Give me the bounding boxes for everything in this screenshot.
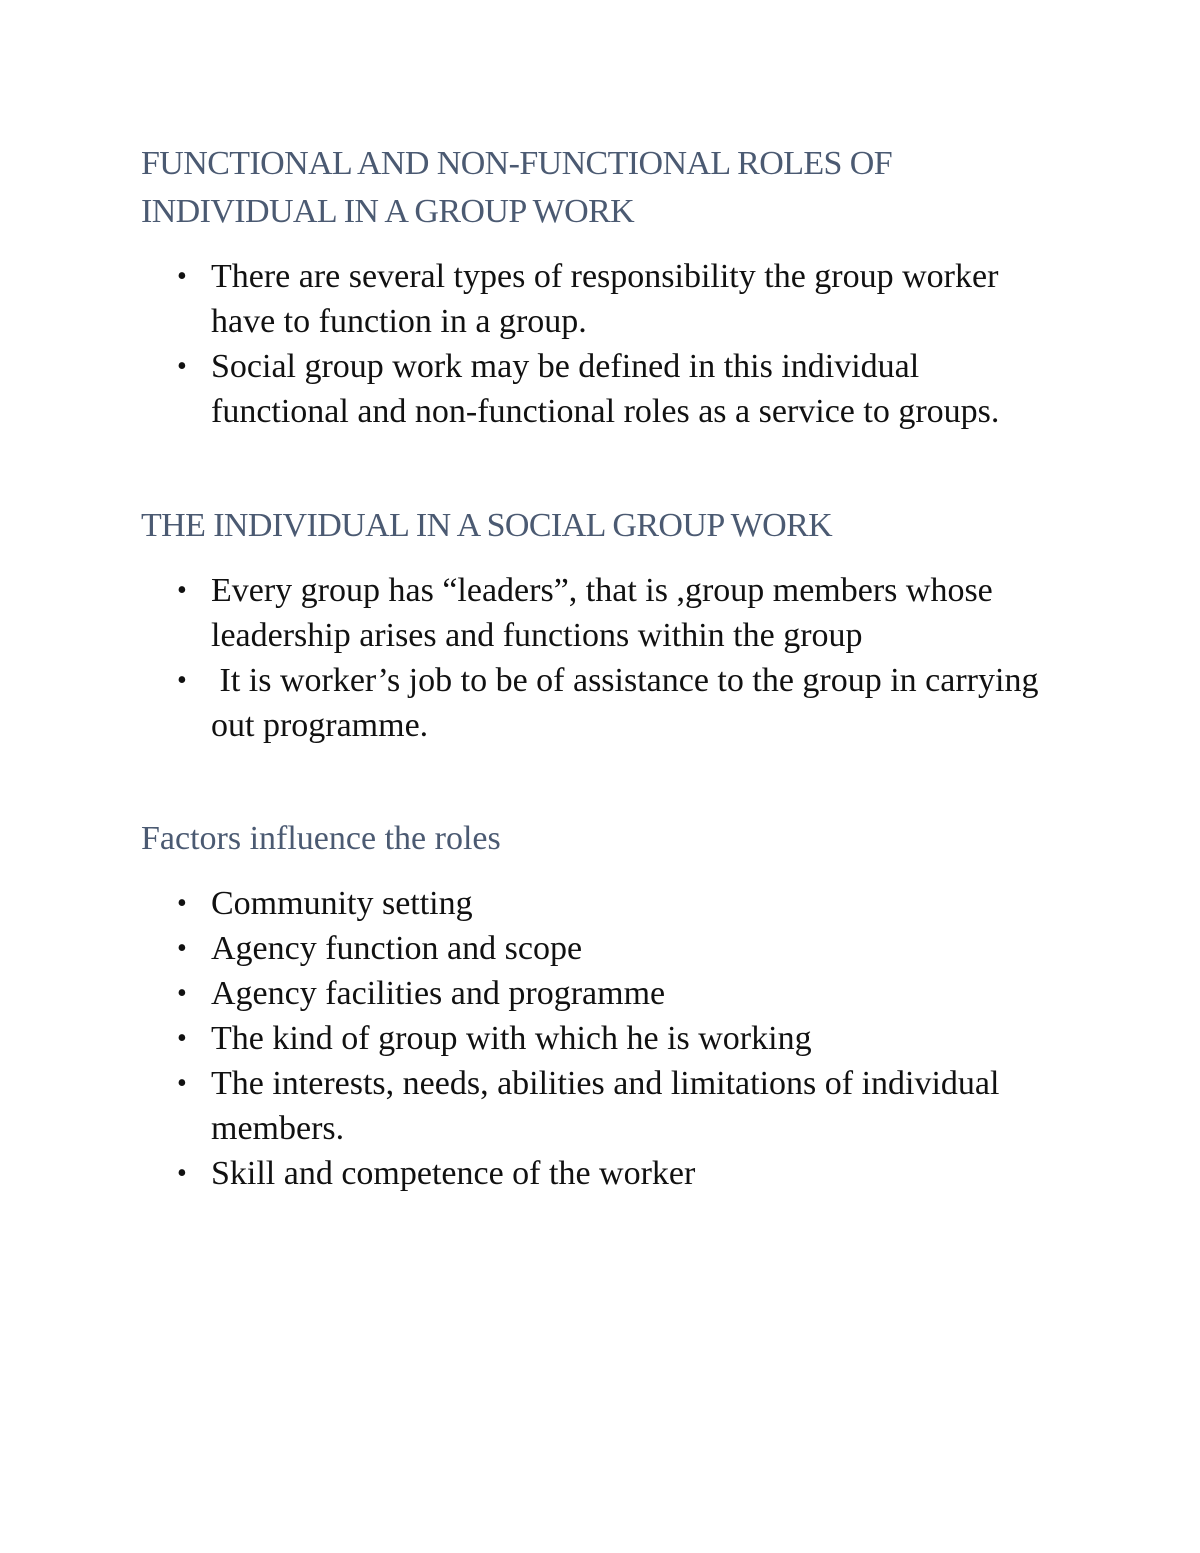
bullet-icon: • <box>177 351 187 382</box>
bullet-icon: • <box>177 1023 187 1054</box>
bullet-icon: • <box>177 261 187 292</box>
section-factors <box>141 815 1061 1196</box>
list-item-text: It is worker’s job to be of assistance to the group in carrying out programme. <box>211 662 1047 744</box>
bullet-icon: • <box>177 575 187 606</box>
bullet-icon: • <box>177 1068 187 1099</box>
list-item <box>141 568 1061 658</box>
list-item <box>141 1061 1061 1151</box>
bullet-icon: • <box>177 1158 187 1189</box>
bullet-icon: • <box>177 888 187 919</box>
list-item-text: There are several types of responsibility the group worker have to function in a group. <box>211 258 999 340</box>
bullet-list <box>141 254 1061 434</box>
list-item-text: Agency function and scope <box>211 930 583 967</box>
list-item-text: The kind of group with which he is working <box>211 1020 812 1057</box>
list-item <box>141 344 1061 434</box>
section-heading: THE INDIVIDUAL IN A SOCIAL GROUP WORK <box>141 507 833 544</box>
list-item <box>141 926 1061 971</box>
list-item-text: Social group work may be defined in this individual functional and non-functional roles as a service to groups. <box>211 348 1000 430</box>
section-heading: FUNCTIONAL AND NON-FUNCTIONAL ROLES OF INDIVIDUAL IN A GROUP WORK <box>141 145 893 230</box>
list-item <box>141 658 1061 748</box>
section-functional-roles <box>141 140 1061 434</box>
list-item-text: Agency facilities and programme <box>211 975 666 1012</box>
section-heading: Factors influence the roles <box>141 820 501 857</box>
list-item <box>141 971 1061 1016</box>
bullet-icon: • <box>177 978 187 1009</box>
bullet-icon: • <box>177 665 187 696</box>
list-item <box>141 1151 1061 1196</box>
list-item-text: Skill and competence of the worker <box>211 1155 696 1192</box>
list-item-text: Every group has “leaders”, that is ,group members whose leadership arises and functions within the group <box>211 572 993 654</box>
document-content <box>141 140 1061 1196</box>
list-item-text: The interests, needs, abilities and limitations of individual members. <box>211 1065 1000 1147</box>
list-item-text: Community setting <box>211 885 473 922</box>
bullet-list <box>141 881 1061 1196</box>
bullet-icon: • <box>177 933 187 964</box>
section-individual-in-group <box>141 502 1061 748</box>
list-item <box>141 881 1061 926</box>
bullet-list <box>141 568 1061 748</box>
list-item <box>141 254 1061 344</box>
list-item <box>141 1016 1061 1061</box>
